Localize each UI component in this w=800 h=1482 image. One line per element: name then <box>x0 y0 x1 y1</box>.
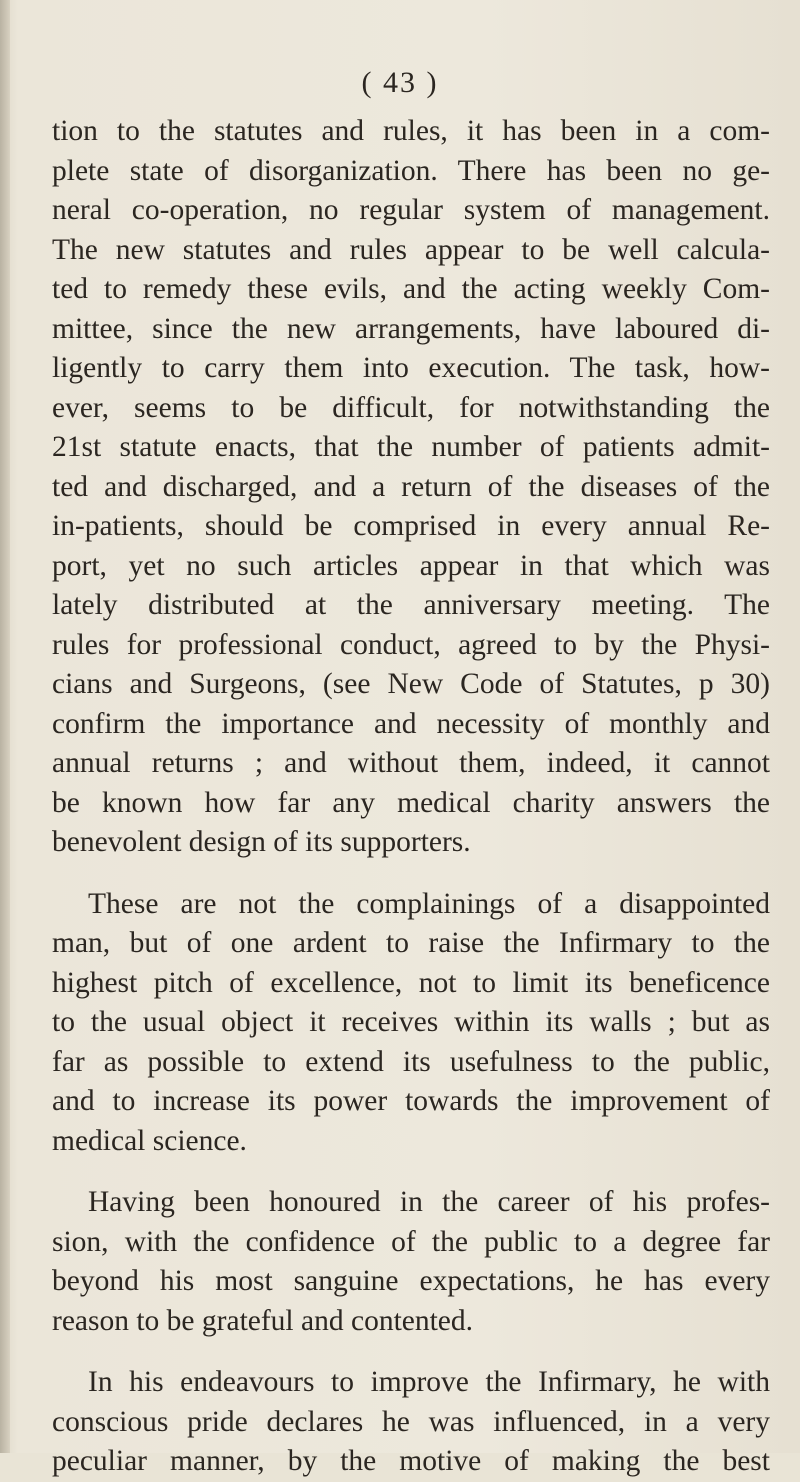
text-line: beyond his most sanguine expectations, he has every <box>52 1265 770 1297</box>
text-line: plete state of disorganization. There has been no ge- <box>52 154 770 187</box>
page-number: ( 43 ) <box>361 66 439 99</box>
text-line: mittee, since the new arrangements, have laboured di- <box>52 312 770 345</box>
text-line: man, but of one ardent to raise the Infirmary to the <box>52 927 770 959</box>
text-line: In his endeavours to improve the Infirmary, he with <box>88 1366 770 1398</box>
text-line: lately distributed at the anniversary meeting. The <box>52 589 770 621</box>
paragraph-2 <box>52 885 770 1162</box>
text-line: sion, with the confidence of the public to a degree far <box>52 1225 770 1258</box>
text-line: ted and discharged, and a return of the diseases of the <box>52 470 770 503</box>
text-line: These are not the complainings of a disappointed <box>88 887 770 920</box>
text-line: annual returns ; and without them, indeed, it cannot <box>52 747 770 779</box>
text-line: tion to the statutes and rules, it has been in a com- <box>52 115 770 147</box>
text-line: reason to be grateful and contented. <box>52 1304 474 1337</box>
paragraph-4 <box>52 1363 770 1482</box>
text-line: medical science. <box>52 1124 247 1157</box>
text-line: ted to remedy these evils, and the acting weekly Com- <box>52 273 770 305</box>
text-line: ever, seems to be difficult, for notwithstanding the <box>52 391 770 424</box>
text-line: The new statutes and rules appear to be well calcula- <box>52 233 770 266</box>
text-line: be known how far any medical charity answers the <box>52 786 770 819</box>
text-line: and to increase its power towards the improvement of <box>52 1085 770 1117</box>
text-line: confirm the importance and necessity of monthly and <box>52 707 770 740</box>
text-line: conscious pride declares he was influenced, in a very <box>52 1405 770 1438</box>
text-line: in-patients, should be comprised in every annual Re- <box>52 510 770 542</box>
text-line: to the usual object it receives within its walls ; but as <box>52 1006 770 1038</box>
text-line: highest pitch of excellence, not to limit its beneficence <box>52 966 770 999</box>
paragraph-1 <box>52 112 770 863</box>
text-line: rules for professional conduct, agreed to by the Physi- <box>52 628 770 661</box>
body-text <box>52 112 770 1482</box>
page-binding-edge <box>0 0 10 1453</box>
paragraph-3 <box>52 1183 770 1341</box>
text-line: benevolent design of its supporters. <box>52 826 471 858</box>
text-line: Having been honoured in the career of his profes- <box>88 1186 770 1218</box>
text-line: ligently to carry them into execution. The task, how- <box>52 352 770 384</box>
text-line: cians and Surgeons, (see New Code of Statutes, p 30) <box>52 668 770 700</box>
text-line: neral co-operation, no regular system of management. <box>52 194 770 226</box>
text-line: port, yet no such articles appear in that which was <box>52 549 770 582</box>
text-line: peculiar manner, by the motive of making the best <box>52 1445 770 1477</box>
text-line: far as possible to extend its usefulness to the public, <box>52 1045 770 1078</box>
text-line: 21st statute enacts, that the number of patients admit- <box>52 431 770 463</box>
